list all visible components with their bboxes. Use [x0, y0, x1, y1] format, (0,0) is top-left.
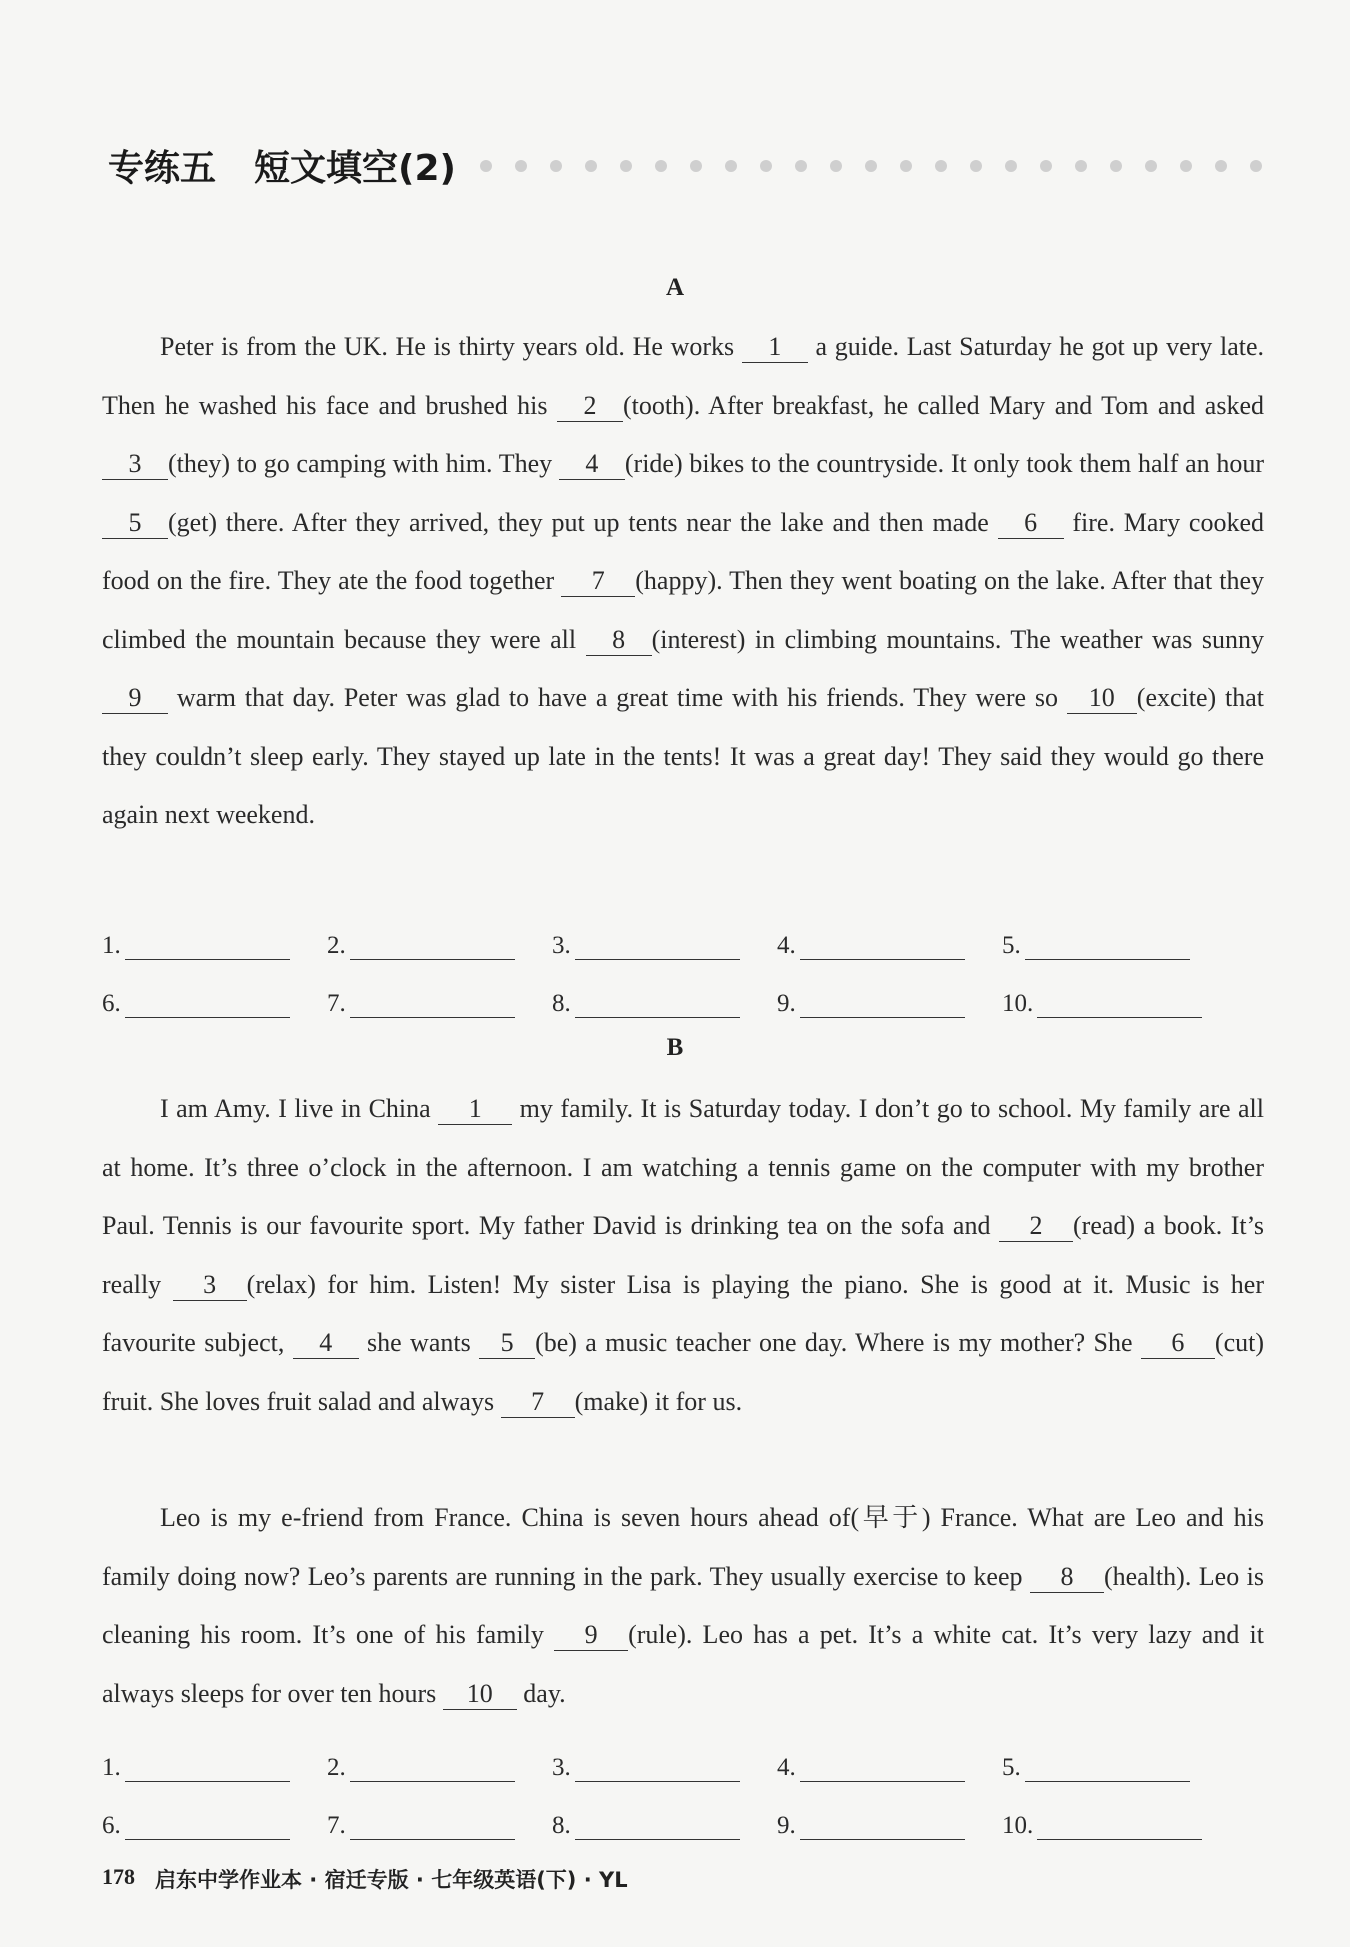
answer-line-a-8[interactable] [575, 993, 740, 1018]
answer-line-a-4[interactable] [800, 935, 965, 960]
answer-label: 5. [1002, 1754, 1021, 1781]
answer-item [102, 990, 327, 1018]
page-footer [102, 1864, 628, 1894]
passage-text: day. [516, 1678, 566, 1708]
passage-text: (they) to go camping with him. They [168, 449, 559, 478]
passage-text: a guide. Last Saturday he got up very late. Then he washed his face and brushed his [102, 332, 1265, 420]
section-a-heading: A [665, 274, 685, 301]
answer-line-a-7[interactable] [350, 993, 515, 1018]
section-b-passage-2 [102, 1489, 1264, 1723]
answer-label: 7. [327, 1812, 346, 1839]
dot-icon [1005, 160, 1017, 172]
answer-line-b-5[interactable] [1025, 1757, 1190, 1782]
answer-line-a-5[interactable] [1025, 935, 1190, 960]
answer-label: 8. [552, 990, 571, 1017]
answer-label: 6. [102, 1812, 121, 1839]
answer-label: 10. [1002, 1812, 1034, 1839]
dot-icon [550, 160, 562, 172]
dot-icon [1180, 160, 1192, 172]
dot-icon [480, 160, 492, 172]
section-b-heading: B [666, 1034, 684, 1061]
blank-a-8: 8 [586, 625, 652, 656]
dot-icon [865, 160, 877, 172]
dot-icon [935, 160, 947, 172]
answer-label: 3. [552, 1754, 571, 1781]
answer-line-a-3[interactable] [575, 935, 740, 960]
passage-text: (interest) in climbing mountains. The weather was sunny [651, 624, 1264, 654]
passage-text: (make) it for us. [574, 1386, 743, 1416]
passage-text: (relax) for him. Listen! My sister Lisa is playing the piano. She is good at it. Music is her favourite subject, [102, 1269, 1264, 1357]
answer-row [102, 1782, 1262, 1840]
answer-label: 1. [102, 932, 121, 959]
title-part1: 专练五 [108, 148, 217, 189]
blank-a-5: 5 [102, 508, 168, 539]
answer-label: 3. [552, 932, 571, 959]
dot-icon [830, 160, 842, 172]
answer-item [327, 990, 552, 1018]
answer-label: 9. [777, 1812, 796, 1839]
dot-icon [655, 160, 667, 172]
section-a-answer-lines [102, 902, 1262, 1018]
answer-line-b-2[interactable] [350, 1757, 515, 1782]
answer-line-a-6[interactable] [125, 993, 290, 1018]
answer-item [552, 990, 777, 1018]
passage-text: (cut) fruit. She loves fruit salad and always [102, 1328, 1264, 1416]
passage-text: Leo is my e-friend from France. China is seven hours ahead of(早于) France. What are Leo and his family doing now? Leo’s parents are running in the park. They usually exercise to keep [102, 1503, 1264, 1591]
answer-line-b-1[interactable] [125, 1757, 290, 1782]
answer-item [327, 1754, 552, 1782]
blank-b-8: 8 [1030, 1562, 1104, 1593]
dot-icon [585, 160, 597, 172]
answer-label: 9. [777, 990, 796, 1017]
blank-b-6: 6 [1141, 1328, 1215, 1359]
answer-line-b-7[interactable] [350, 1815, 515, 1840]
dot-icon [515, 160, 527, 172]
dot-icon [900, 160, 912, 172]
answer-label: 5. [1002, 932, 1021, 959]
blank-b-7: 7 [501, 1387, 575, 1418]
answer-label: 4. [777, 932, 796, 959]
answer-label: 8. [552, 1812, 571, 1839]
answer-item [327, 932, 552, 960]
answer-line-b-9[interactable] [800, 1815, 965, 1840]
answer-item [777, 1754, 1002, 1782]
answer-item [102, 1754, 327, 1782]
answer-line-b-4[interactable] [800, 1757, 965, 1782]
answer-label: 4. [777, 1754, 796, 1781]
page-title [108, 140, 456, 191]
dot-icon [970, 160, 982, 172]
answer-row [102, 1724, 1262, 1782]
answer-line-b-8[interactable] [575, 1815, 740, 1840]
answer-line-a-10[interactable] [1037, 993, 1202, 1018]
dot-icon [620, 160, 632, 172]
title-row [108, 140, 1262, 191]
answer-label: 7. [327, 990, 346, 1017]
dot-icon [1075, 160, 1087, 172]
blank-a-4: 4 [559, 449, 625, 480]
passage-text: she wants [358, 1328, 480, 1357]
answer-row [102, 902, 1262, 960]
passage-text: Peter is from the UK. He is thirty years old. He works [160, 332, 742, 361]
blank-a-6: 6 [998, 508, 1064, 539]
blank-a-1: 1 [742, 332, 808, 363]
blank-a-9: 9 [102, 683, 168, 714]
answer-item [102, 1812, 327, 1840]
answer-item [777, 932, 1002, 960]
blank-b-5: 5 [479, 1328, 535, 1359]
answer-line-b-3[interactable] [575, 1757, 740, 1782]
passage-text: (read) a book. It’s really [102, 1211, 1264, 1299]
blank-b-1: 1 [438, 1094, 512, 1125]
answer-label: 2. [327, 1754, 346, 1781]
blank-b-10: 10 [443, 1679, 517, 1710]
answer-item [552, 1754, 777, 1782]
answer-item [1002, 990, 1227, 1018]
dot-icon [1145, 160, 1157, 172]
answer-item [552, 932, 777, 960]
dot-icon [1110, 160, 1122, 172]
dot-icon [1040, 160, 1052, 172]
passage-text: (get) there. After they arrived, they put up tents near the lake and then made [168, 507, 998, 537]
answer-line-b-6[interactable] [125, 1815, 290, 1840]
answer-line-a-2[interactable] [350, 935, 515, 960]
answer-item [552, 1812, 777, 1840]
blank-b-2: 2 [999, 1211, 1073, 1242]
dot-icon [690, 160, 702, 172]
footer-text: 启东中学作业本 · 宿迁专版 · 七年级英语(下) · YL [155, 1868, 628, 1892]
answer-line-a-9[interactable] [800, 993, 965, 1018]
blank-b-3: 3 [173, 1270, 247, 1301]
answer-item [1002, 1754, 1227, 1782]
answer-row [102, 960, 1262, 1018]
answer-item [1002, 932, 1227, 960]
passage-text: (tooth). After breakfast, he called Mary and Tom and asked [622, 390, 1264, 420]
passage-text: (be) a music teacher one day. Where is my mother? She [535, 1328, 1141, 1357]
answer-label: 10. [1002, 990, 1034, 1017]
passage-text: my family. It is Saturday today. I don’t go to school. My family are all at home. It’s three o’clock in the afternoon. I am watching a tennis game on the computer with my brother Paul. Tennis is our favourite sport. My father David is drinking tea on the sofa and [102, 1094, 1264, 1240]
dot-icon [1250, 160, 1262, 172]
passage-text: (excite) that they couldn’t sleep early. They stayed up late in the tents! It was a great day! They said they would go there again next weekend. [102, 683, 1264, 829]
passage-text: I am Amy. I live in China [160, 1094, 439, 1123]
page-number: 178 [102, 1864, 135, 1889]
passage-text: fire. Mary cooked food on the fire. They ate the food together [102, 507, 1264, 595]
passage-text: (ride) bikes to the countryside. It only took them half an hour [624, 449, 1264, 478]
passage-text: warm that day. Peter was glad to have a great time with his friends. They were so [168, 683, 1067, 712]
answer-item [777, 990, 1002, 1018]
answer-label: 1. [102, 1754, 121, 1781]
dot-icon [760, 160, 772, 172]
answer-item [1002, 1812, 1227, 1840]
decorative-dots [480, 160, 1262, 172]
dot-icon [725, 160, 737, 172]
blank-b-4: 4 [293, 1328, 359, 1359]
blank-a-2: 2 [557, 391, 623, 422]
title-part2: 短文填空(2) [254, 148, 456, 189]
blank-a-7: 7 [561, 566, 635, 597]
passage-text: (health). Leo is cleaning his room. It’s one of his family [102, 1561, 1264, 1649]
dot-icon [1215, 160, 1227, 172]
dot-icon [795, 160, 807, 172]
section-b-answer-lines [102, 1724, 1262, 1840]
answer-item [327, 1812, 552, 1840]
answer-label: 2. [327, 932, 346, 959]
answer-item [777, 1812, 1002, 1840]
answer-item [102, 932, 327, 960]
section-a-passage [102, 318, 1264, 845]
passage-text: (happy). Then they went boating on the lake. After that they climbed the mountain because they were all [102, 566, 1265, 654]
section-b-passage-1 [102, 1080, 1264, 1431]
passage-text: (rule). Leo has a pet. It’s a white cat. It’s very lazy and it always sleeps for over ten hours [102, 1620, 1264, 1708]
blank-b-9: 9 [554, 1620, 628, 1651]
answer-line-b-10[interactable] [1037, 1815, 1202, 1840]
blank-a-3: 3 [102, 449, 168, 480]
blank-a-10: 10 [1067, 683, 1137, 714]
answer-label: 6. [102, 990, 121, 1017]
answer-line-a-1[interactable] [125, 935, 290, 960]
